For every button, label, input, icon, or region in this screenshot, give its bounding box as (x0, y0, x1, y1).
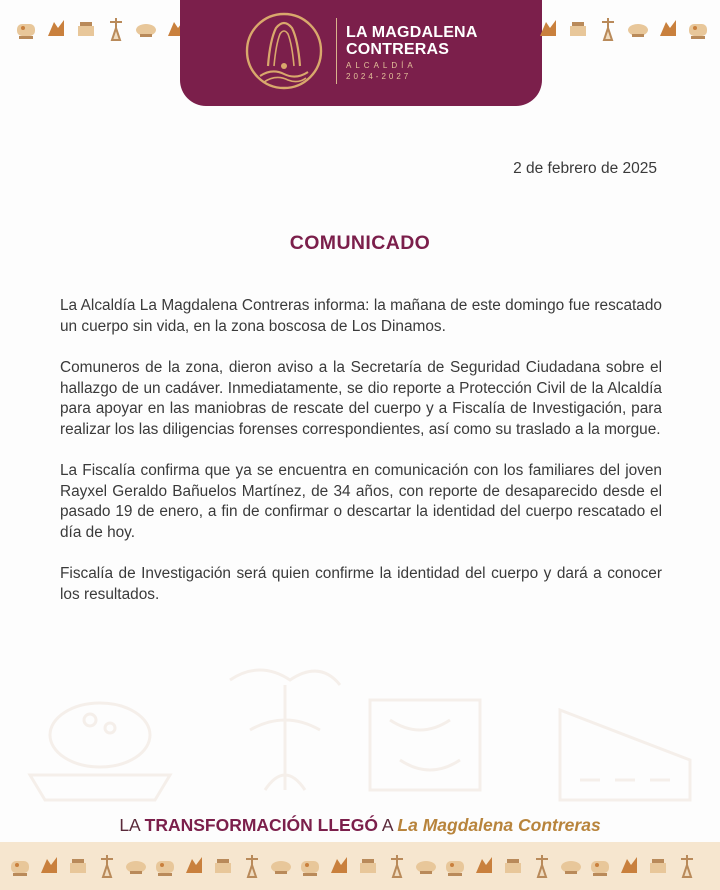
pre-hispanic-motif-icon (37, 851, 61, 881)
body-paragraph: La Alcaldía La Magdalena Contreras informa: la mañana de este domingo fue rescatado un cuerpo sin vida, en la zona boscosa de Los Dinamos. (60, 297, 662, 335)
pre-hispanic-motif-icon (8, 851, 32, 881)
motif-row-right (536, 14, 710, 44)
pre-hispanic-motif-icon (269, 851, 293, 881)
pre-hispanic-motif-icon (414, 851, 438, 881)
pre-hispanic-motif-icon (385, 851, 409, 881)
pre-hispanic-motif-icon (153, 851, 177, 881)
pre-hispanic-motif-icon (66, 851, 90, 881)
watermark-illustration (0, 640, 720, 815)
body-paragraph: Fiscalía de Investigación será quien confirme la identidad del cuerpo y dará a conocer los resultados. (60, 565, 662, 603)
pre-hispanic-motif-icon (327, 851, 351, 881)
pre-hispanic-motif-icon (14, 14, 38, 44)
pre-hispanic-motif-icon (472, 851, 496, 881)
pre-hispanic-motif-icon (95, 851, 119, 881)
header-banner (180, 0, 542, 106)
slogan-place: La Magdalena Contreras (397, 815, 601, 835)
brand-name-line2: CONTRERAS (346, 41, 450, 58)
pre-hispanic-motif-icon (536, 14, 560, 44)
pre-hispanic-motif-icon (566, 14, 590, 44)
pre-hispanic-motif-icon (530, 851, 554, 881)
pre-hispanic-motif-icon (596, 14, 620, 44)
body-paragraph: La Fiscalía confirma que ya se encuentra en comunicación con los familiares del joven Rayxel Geraldo Bañuelos Martínez, de 34 años, con reporte de desaparecido desde el pasado 19 de enero, a fin de confirmar o descartar la identidad del cuerpo rescatado el día de hoy. (60, 462, 662, 541)
document-date: 2 de febrero de 2025 (513, 160, 657, 177)
brand-block (346, 24, 478, 81)
pre-hispanic-motif-icon (298, 851, 322, 881)
slogan-part1: LA (119, 815, 145, 835)
pre-hispanic-motif-icon (356, 851, 380, 881)
pre-hispanic-motif-icon (443, 851, 467, 881)
brand-subtitle: ALCALDÍA (346, 61, 417, 70)
slogan (0, 815, 720, 836)
slogan-part2: TRANSFORMACIÓN LLEGÓ (144, 815, 378, 835)
pre-hispanic-motif-icon (588, 851, 612, 881)
pre-hispanic-motif-icon (686, 14, 710, 44)
pre-hispanic-motif-icon (675, 851, 699, 881)
pre-hispanic-motif-icon (626, 14, 650, 44)
pre-hispanic-motif-icon (501, 851, 525, 881)
bottom-decorative-band (0, 842, 720, 890)
pre-hispanic-motif-icon (240, 851, 264, 881)
pre-hispanic-motif-icon (617, 851, 641, 881)
motif-row-left (14, 14, 188, 44)
pre-hispanic-motif-icon (44, 14, 68, 44)
document-title: COMUNICADO (289, 232, 431, 254)
bell-seal-icon (244, 10, 324, 92)
pre-hispanic-motif-icon (646, 851, 670, 881)
header-divider (336, 18, 337, 84)
pre-hispanic-motif-icon (134, 14, 158, 44)
top-decorative-band (0, 0, 720, 81)
pre-hispanic-motif-icon (656, 14, 680, 44)
pre-hispanic-motif-icon (104, 14, 128, 44)
document-body (60, 296, 662, 626)
pre-hispanic-motif-icon (211, 851, 235, 881)
motif-row-bottom (8, 851, 699, 881)
pre-hispanic-motif-icon (74, 14, 98, 44)
brand-years: 2024-2027 (346, 72, 412, 81)
pre-hispanic-motif-icon (182, 851, 206, 881)
pre-hispanic-motif-icon (124, 851, 148, 881)
brand-name-line1: LA MAGDALENA (346, 24, 478, 41)
pre-hispanic-motif-icon (559, 851, 583, 881)
body-paragraph: Comuneros de la zona, dieron aviso a la Secretaría de Seguridad Ciudadana sobre el hallazgo de un cadáver. Inmediatamente, se dio reporte a Protección Civil de la Alcaldía para apoyar en las maniobras de rescate del cuerpo y a Fiscalía de Investigación, para realizar los las diligencias forenses correspondientes, así como su traslado a la morgue. (60, 359, 662, 438)
slogan-part3: A (377, 815, 398, 835)
